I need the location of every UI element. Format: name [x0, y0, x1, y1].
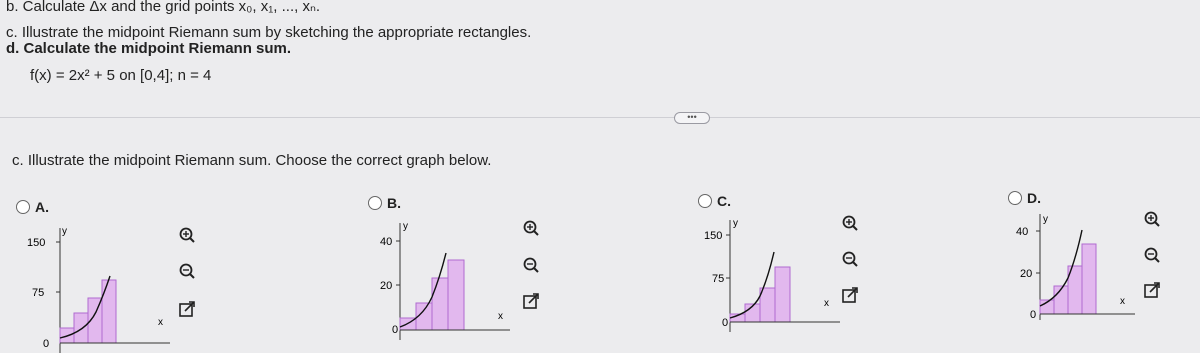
question-part-d: d. Calculate the midpoint Riemann sum. [6, 40, 292, 57]
tick-label-75: 75 [712, 273, 725, 285]
riemann-rect [74, 313, 88, 343]
zoom-in-icon[interactable] [178, 226, 196, 244]
option-c-radio[interactable] [698, 194, 712, 208]
option-d-graph [1010, 208, 1140, 328]
zoom-out-icon[interactable] [522, 256, 540, 274]
x-axis-label: x [498, 311, 503, 322]
riemann-rect [760, 288, 775, 322]
option-b-graph [370, 215, 520, 348]
option-a-graph [20, 220, 170, 353]
zoom-out-icon[interactable] [178, 262, 196, 280]
option-a-radio[interactable] [16, 200, 30, 214]
tick-label-150: 150 [27, 237, 46, 249]
tick-label-20: 20 [1020, 268, 1033, 280]
tick-label-75: 75 [32, 287, 45, 299]
question-part-b: b. Calculate Δx and the grid points x₀, x₁, ..., xₙ. [6, 0, 321, 15]
zoom-out-icon[interactable] [841, 250, 859, 268]
y-axis-label: y [62, 226, 67, 237]
y-axis-label: y [403, 221, 408, 232]
x-axis-label: x [158, 317, 163, 328]
zoom-in-icon[interactable] [1143, 210, 1161, 228]
x-axis-label: x [824, 298, 829, 309]
option-d-label: D. [1027, 190, 1041, 206]
zoom-out-icon[interactable] [1143, 246, 1161, 264]
tick-label-40: 40 [380, 236, 393, 248]
riemann-rect [775, 267, 790, 322]
riemann-rect [448, 260, 464, 330]
y-axis-label: y [1043, 214, 1048, 225]
option-c-label: C. [717, 193, 731, 209]
option-b-label: B. [387, 195, 401, 211]
zoom-in-icon[interactable] [841, 214, 859, 232]
y-axis-label: y [733, 218, 738, 229]
option-a-label: A. [35, 199, 49, 215]
tick-label-0: 0 [392, 324, 399, 336]
zoom-in-icon[interactable] [522, 219, 540, 237]
riemann-rect [102, 280, 116, 343]
option-d-radio[interactable] [1008, 191, 1022, 205]
question-part-c: c. Illustrate the midpoint Riemann sum by sketching the appropriate rectangles. [6, 24, 532, 41]
option-b-radio[interactable] [368, 196, 382, 210]
part-c-prompt: c. Illustrate the midpoint Riemann sum. Choose the correct graph below. [12, 152, 492, 169]
tick-label-0: 0 [1030, 309, 1037, 321]
x-axis-label: x [1120, 296, 1125, 307]
popout-icon[interactable] [841, 286, 859, 304]
tick-label-150: 150 [704, 230, 723, 242]
function-definition: f(x) = 2x² + 5 on [0,4]; n = 4 [30, 67, 212, 84]
riemann-rect [1082, 244, 1096, 314]
tick-label-0: 0 [43, 338, 50, 350]
tick-label-40: 40 [1016, 226, 1029, 238]
tick-label-20: 20 [380, 280, 393, 292]
tick-label-0: 0 [722, 317, 729, 329]
divider [0, 117, 1200, 118]
popout-icon[interactable] [178, 300, 196, 318]
riemann-rect [432, 278, 448, 330]
option-c-graph [700, 212, 850, 345]
popout-icon[interactable] [522, 292, 540, 310]
more-button[interactable]: ••• [674, 112, 710, 124]
popout-icon[interactable] [1143, 281, 1161, 299]
